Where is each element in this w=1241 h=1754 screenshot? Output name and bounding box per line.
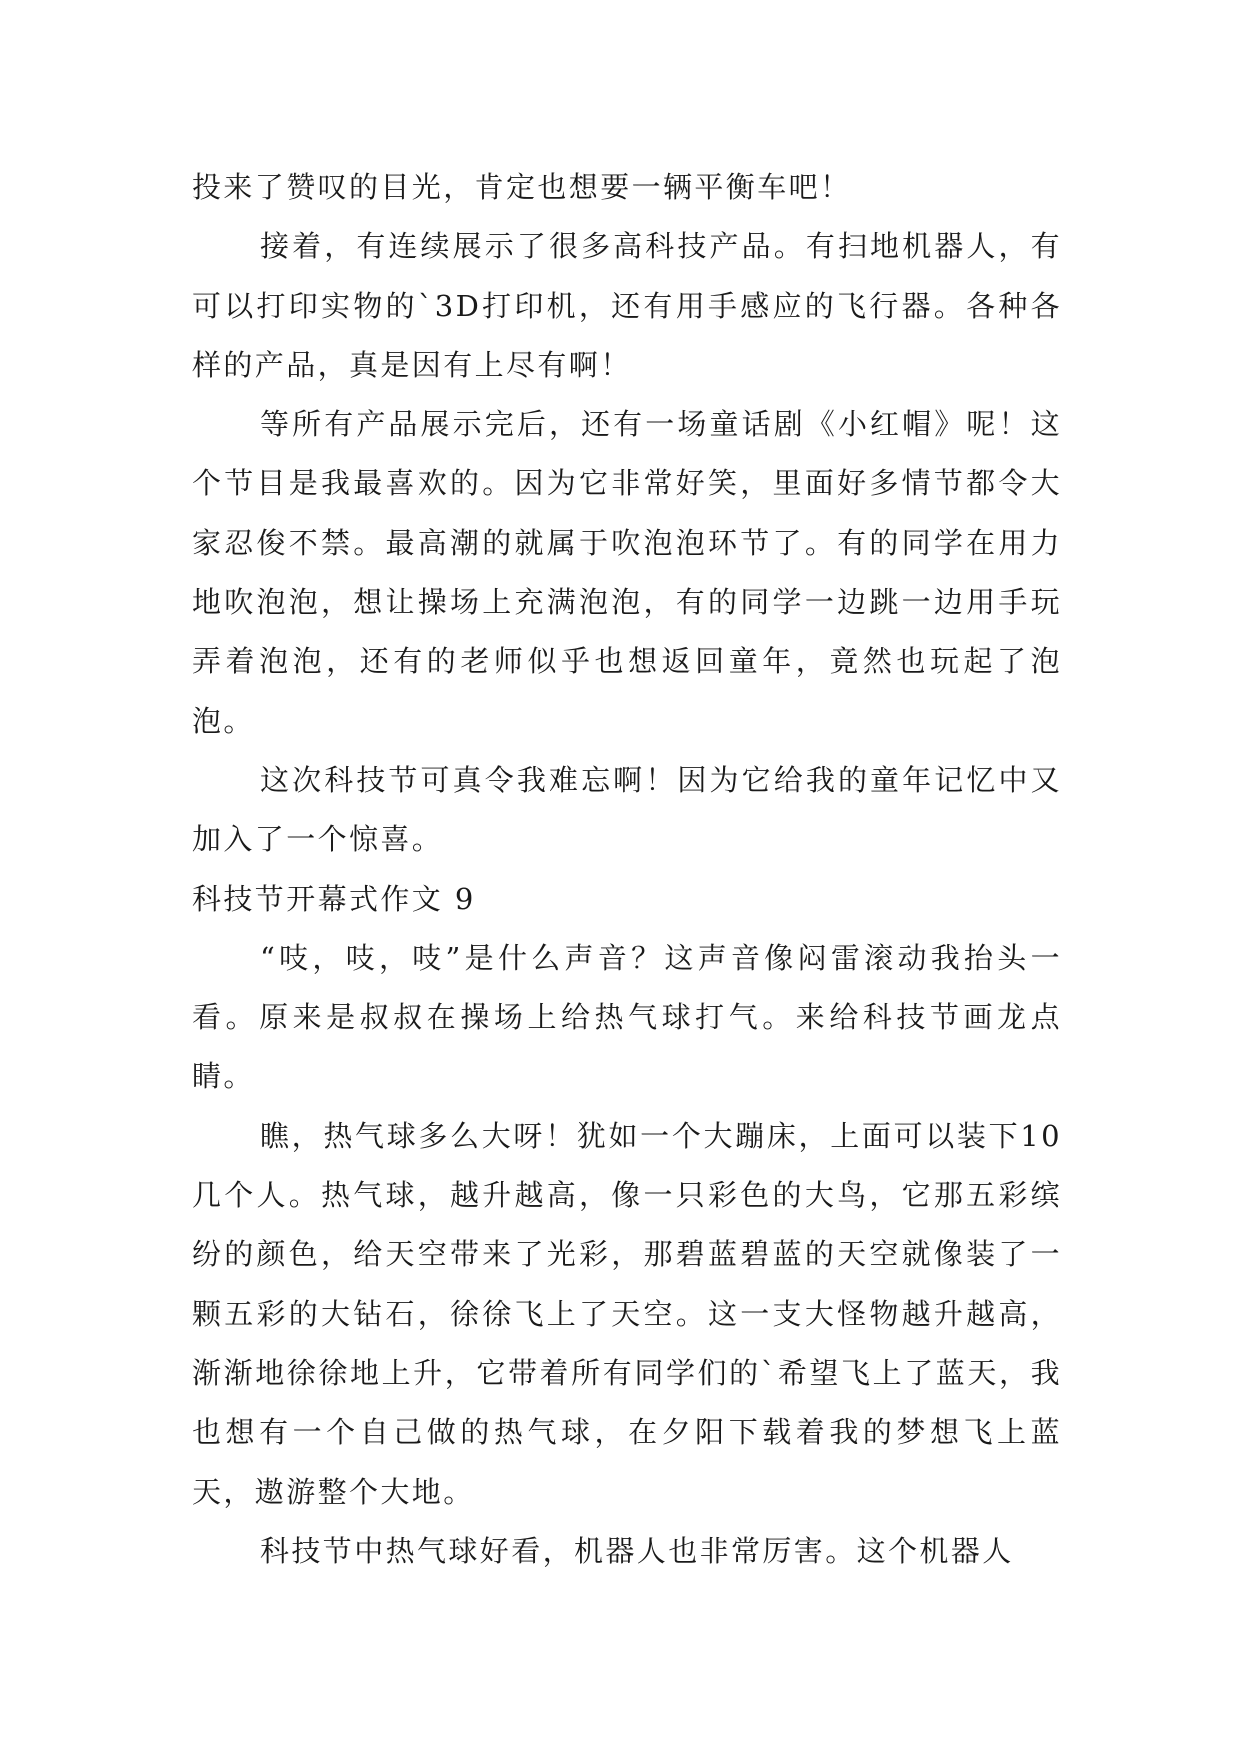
paragraph-3: 等所有产品展示完后，还有一场童话剧《小红帽》呢！这个节目是我最喜欢的。因为它非常好笑，里面好多情节都令大家忍俊不禁。最高潮的就属于吹泡泡环节了。有的同学在用力地吹泡泡，想让操场上充满泡泡，有的同学一边跳一边用手玩弄着泡泡，还有的老师似乎也想返回童年，竟然也玩起了泡泡。 (192, 407, 1062, 738)
section-paragraph-3: 科技节中热气球好看，机器人也非常厉害。这个机器人 (260, 1533, 1014, 1568)
section-paragraph-1: “吱，吱，吱”是什么声音？这声音像闷雷滚动我抬头一看。原来是叔叔在操场上给热气球打气。来给科技节画龙点睛。 (192, 940, 1062, 1094)
paragraph-1: 投来了赞叹的目光，肯定也想要一辆平衡车吧！ (192, 170, 852, 204)
paragraph-2: 接着，有连续展示了很多高科技产品。有扫地机器人，有可以打印实物的`3D打印机，还有用手感应的飞行器。各种各样的产品，真是因有上尽有啊！ (192, 229, 1062, 382)
paragraph-4: 这次科技节可真令我难忘啊！因为它给我的童年记忆中又加入了一个惊喜。 (192, 762, 1062, 857)
section-title: 科技节开幕式作文 9 (192, 881, 476, 916)
section-paragraph-2: 瞧，热气球多么大呀！犹如一个大蹦床，上面可以装下10几个人。热气球，越升越高，像一只彩色的大鸟，它那五彩缤纷的颜色，给天空带来了光彩，那碧蓝碧蓝的天空就像装了一颗五彩的大钻石，徐徐飞上了天空。这一支大怪物越升越高，渐渐地徐徐地上升，它带着所有同学们的`希望飞上了蓝天，我也想有一个自己做的热气球，在夕阳下载着我的梦想飞上蓝天，遨游整个大地。 (192, 1118, 1062, 1509)
document-body (192, 158, 1062, 1581)
